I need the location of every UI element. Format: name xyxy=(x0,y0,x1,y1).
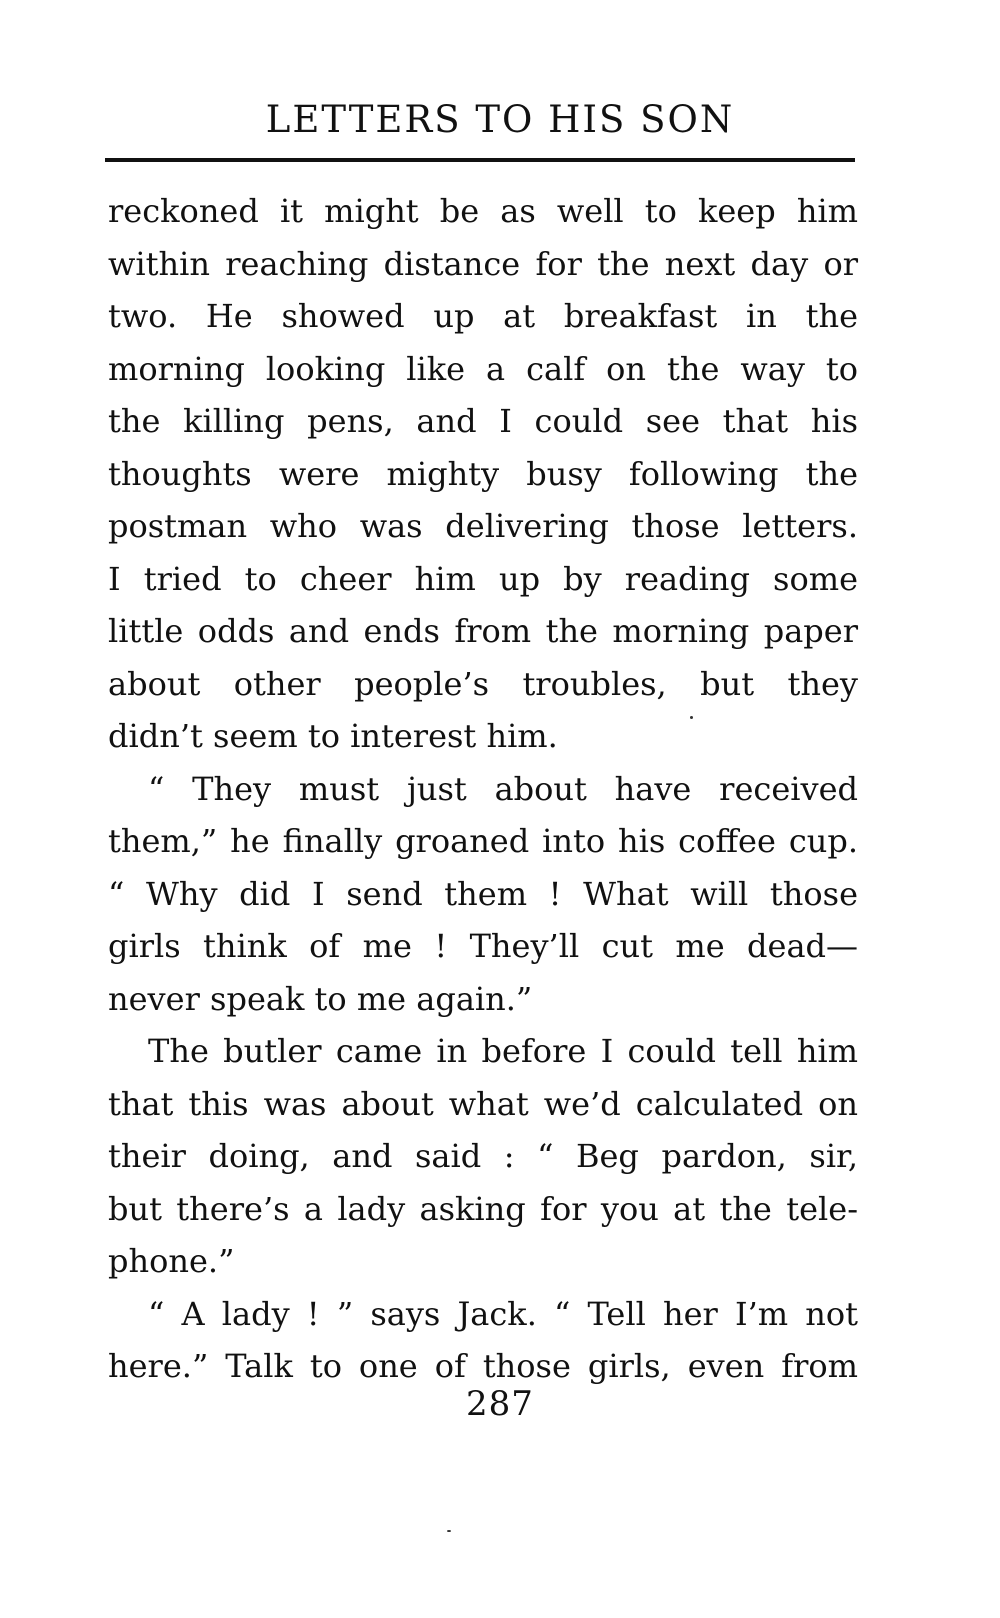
paragraph xyxy=(108,1025,858,1288)
text-line: within reaching distance for the next day or xyxy=(108,244,858,283)
text-line: morning looking like a calf on the way to xyxy=(108,349,858,388)
text-line: that this was about what we’d calculated on xyxy=(108,1084,858,1123)
paragraph xyxy=(108,1288,858,1393)
text-line: The butler came in before I could tell him xyxy=(148,1032,858,1070)
text-line: girls think of me ! They’ll cut me dead— xyxy=(108,927,858,965)
text-line: I tried to cheer him up by reading some xyxy=(108,559,858,598)
text-line: them,” he finally groaned into his coffee cup. xyxy=(108,822,858,860)
header-rule xyxy=(105,158,855,162)
text-line: little odds and ends from the morning paper xyxy=(108,612,858,650)
text-line: “ They must just about have received xyxy=(148,769,858,808)
text-line: two. He showed up at breakfast in the xyxy=(108,297,858,335)
ink-speck xyxy=(447,1530,451,1532)
paragraph xyxy=(108,185,858,763)
text-line: “ A lady ! ” says Jack. “ Tell her I’m not xyxy=(148,1294,858,1333)
text-line: but there’s a lady asking for you at the tele- xyxy=(108,1189,858,1228)
text-line: the killing pens, and I could see that his xyxy=(108,402,858,440)
ink-speck xyxy=(690,716,693,719)
page-number: 287 xyxy=(466,1384,534,1424)
text-line: about other people’s troubles, but they xyxy=(108,664,858,703)
text-line: didn’t seem to interest him. xyxy=(108,717,558,755)
text-line: their doing, and said : “ Beg pardon, sir, xyxy=(108,1137,858,1175)
text-line: thoughts were mighty busy following the xyxy=(108,454,858,493)
paragraph xyxy=(108,763,858,1026)
text-line: never speak to me again.” xyxy=(108,979,533,1018)
text-line: “ Why did I send them ! What will those xyxy=(108,874,858,913)
text-line: postman who was delivering those letters. xyxy=(108,507,858,545)
body-text xyxy=(108,185,858,1393)
text-line: phone.” xyxy=(108,1242,235,1280)
running-head: LETTERS TO HIS SON xyxy=(265,98,735,141)
text-line: reckoned it might be as well to keep him xyxy=(108,192,858,230)
text-line: here.” Talk to one of those girls, even from xyxy=(108,1347,858,1385)
